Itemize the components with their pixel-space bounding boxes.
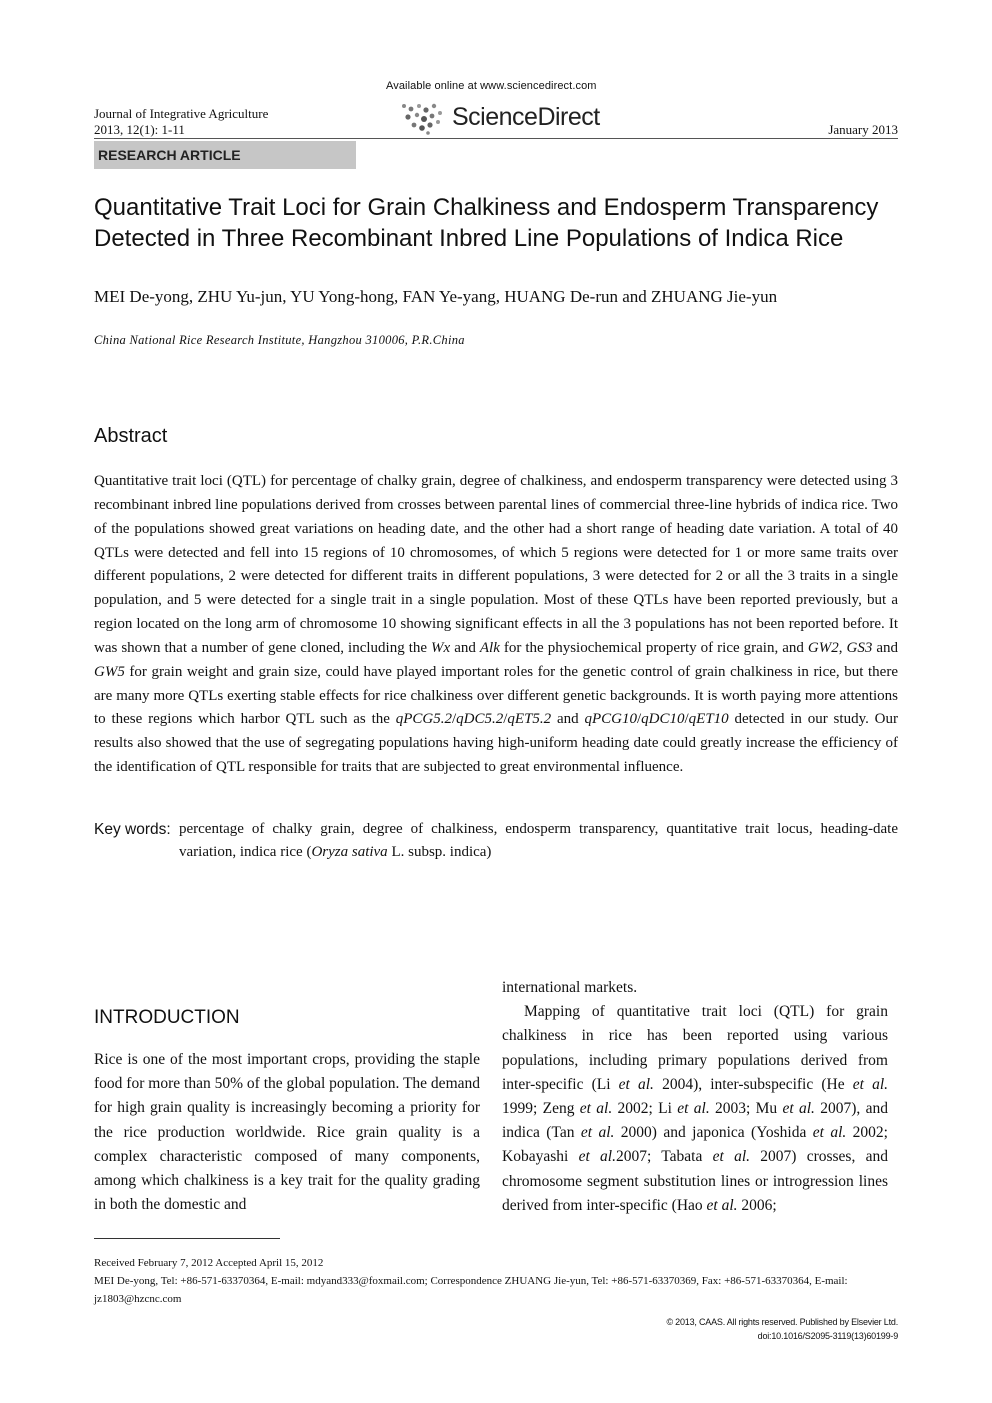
sciencedirect-wordmark: ScienceDirect	[452, 103, 600, 131]
journal-citation	[94, 106, 268, 138]
journal-issue: 2013, 12(1): 1-11	[94, 122, 185, 137]
available-online-text[interactable]: Available online at www.sciencedirect.com	[386, 80, 597, 92]
issue-date: January 2013	[828, 122, 898, 137]
title-line-1: Quantitative Trait Loci for Grain Chalkiness and Endosperm Transparency	[94, 194, 879, 221]
keywords-label: Key words:	[94, 821, 171, 838]
keywords-text: percentage of chalky grain, degree of chalkiness, endosperm transparency, quantitative trait locus, heading-date variation, indica rice (Oryza sativa L. subsp. indica)	[179, 821, 898, 860]
sciencedirect-logo[interactable]	[398, 100, 638, 136]
article-type-badge	[94, 141, 356, 169]
footnote-rule	[94, 1238, 280, 1239]
introduction-column-2	[502, 976, 888, 1218]
introduction-column-1: Rice is one of the most important crops, providing the staple food for more than 50% of the global population. The demand for high grain quality is increasingly becoming a priority for the rice production worldwide. Rice grain quality is a complex characteristic composed of many components, among which chalkiness is a key trait for the quality grading in both the domestic and	[94, 1051, 480, 1214]
received-accepted-dates: Received February 7, 2012 Accepted April 15, 2012	[94, 1257, 324, 1269]
journal-name: Journal of Integrative Agriculture	[94, 106, 269, 121]
article-type-label: RESEARCH ARTICLE	[98, 147, 241, 163]
header-rule	[94, 138, 898, 139]
footnote	[94, 1254, 898, 1308]
column-2-paragraph: Mapping of quantitative trait loci (QTL) for grain chalkiness in rice has been reported using various populations, including primary populations derived from inter-specific (Li et al. 2004), inter-subspecific (He et al. 1999; Zeng et al. 2002; Li et al. 2003; Mu et al. 2007), and indica (Tan et al. 2000) and japonica (Yoshida et al. 2002; Kobayashi et al.2007; Tabata et al. 2007) crosses, and chromosome segment substitution lines or introgression lines derived from inter-specific (Hao et al. 2006;	[502, 1003, 889, 1214]
abstract-text: Quantitative trait loci (QTL) for percentage of chalky grain, degree of chalkiness, and endosperm transparency were detected using 3 recombinant inbred line populations derived from crosses between parental lines of commercial three-line hybrids of indica rice. Two of the populations showed great variations on heading date, and the other had a short range of heading date variation. A total of 40 QTLs were detected and fell into 15 regions of 10 chromosomes, of which 5 regions were detected for 1 or more same traits over different populations, 2 were detected for different traits in different populations, 3 were detected for 2 or all the 3 traits in a single population, and 5 were detected for a single trait in a single population. Most of these QTLs have been reported previously, but a region located on the long arm of chromosome 10 showing significant effects in all the 3 populations has not been reported before. It was shown that a number of gene cloned, including the Wx and Alk for the physiochemical property of rice grain, and GW2, GS3 and GW5 for grain weight and grain size, could have played important roles for the genetic control of grain chalkiness in rice, but there are many more QTLs exerting stable effects for rice chalkiness over different genetic backgrounds. It is worth paying more attentions to these regions which harbor QTL such as the qPCG5.2/qDC5.2/qET5.2 and qPCG10/qDC10/qET10 detected in our study. Our results also showed that the use of segregating populations having high-uniform heading date could greatly increase the efficiency of the identification of QTL responsible for traits that are subjected to great environmental influence.	[94, 473, 898, 776]
copyright-block	[666, 1315, 898, 1343]
author-list: MEI De-yong, ZHU Yu-jun, YU Yong-hong, FAN Ye-yang, HUANG De-run and ZHUANG Jie-yun	[94, 287, 778, 306]
doi[interactable]: doi:10.1016/S2095-3119(13)60199-9	[757, 1331, 898, 1341]
affiliation: China National Rice Research Institute, Hangzhou 310006, P.R.China	[94, 333, 465, 347]
author-contact: MEI De-yong, Tel: +86-571-63370364, E-mail: mdyand333@foxmail.com; Correspondence ZHUANG Jie-yun, Tel: +86-571-63370369, Fax: +86-571-63370364, E-mail: jz1803@hzcnc.com	[94, 1275, 848, 1305]
abstract-heading: Abstract	[94, 425, 168, 447]
sciencedirect-dots-icon	[398, 100, 448, 136]
column-2-continuation: international markets.	[502, 979, 638, 996]
introduction-heading: INTRODUCTION	[94, 1007, 240, 1028]
article-title	[94, 192, 904, 254]
title-line-2: Detected in Three Recombinant Inbred Line Populations of Indica Rice	[94, 225, 844, 252]
copyright-notice: © 2013, CAAS. All rights reserved. Published by Elsevier Ltd.	[666, 1317, 898, 1327]
